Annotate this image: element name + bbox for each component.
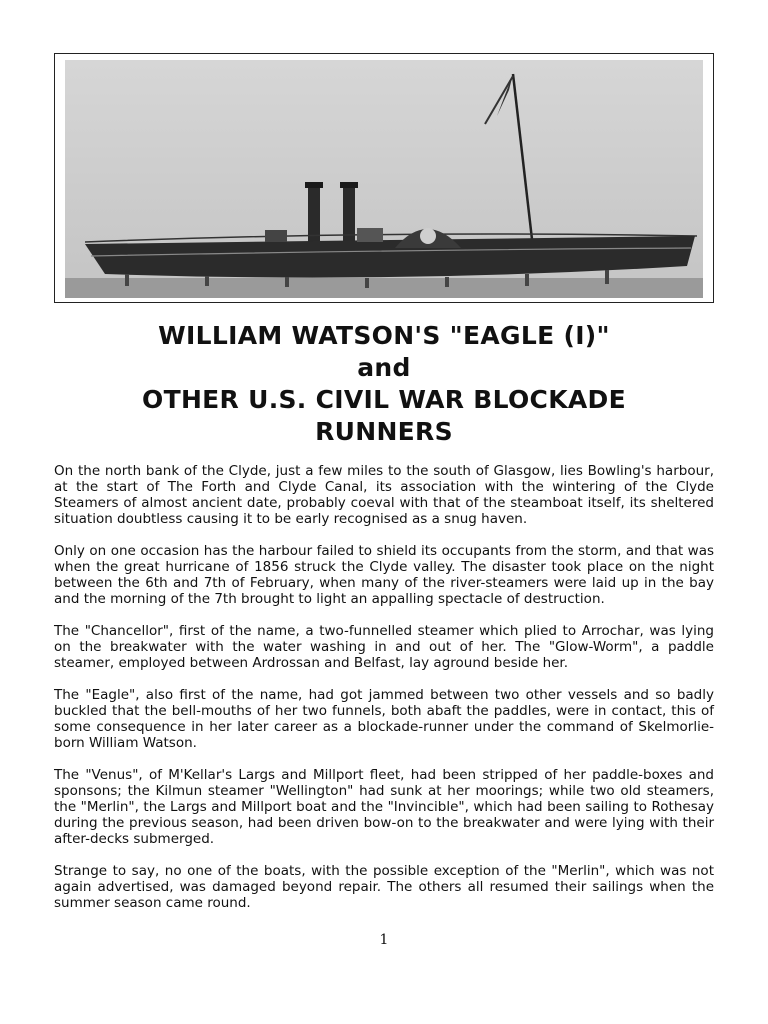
title-line-3: OTHER U.S. CIVIL WAR BLOCKADE bbox=[142, 385, 626, 414]
photo-frame bbox=[54, 53, 714, 303]
paragraph-1: On the north bank of the Clyde, just a few miles to the south of Glasgow, lies Bowling's harbour, at the start of The Forth and Clyde Canal, its association with the wintering of the Clyde Steamers of almost ancient date, probably coeval with that of the steamboat itself, its sheltered situation doubtless causing it to be early recognised as a snug haven. bbox=[54, 463, 714, 527]
title-line-2: and bbox=[357, 353, 411, 382]
paragraph-6: Strange to say, no one of the boats, with the possible exception of the "Merlin", which was not again advertised, was damaged beyond repair. The others all resumed their sailings when the summer season came round. bbox=[54, 863, 714, 911]
page-title bbox=[60, 320, 708, 448]
paragraph-4: The "Eagle", also first of the name, had got jammed between two other vessels and so badly buckled that the bell-mouths of her two funnels, both abaft the paddles, were in contact, this of some consequence in her later career as a blockade-runner under the command of Skelmorlie-born William Watson. bbox=[54, 687, 714, 751]
page-number: 1 bbox=[379, 932, 389, 948]
paragraph-3: The "Chancellor", first of the name, a two-funnelled steamer which plied to Arrochar, was lying on the breakwater with the water washing in and out of her. The "Glow-Worm", a paddle steamer, employed between Ardrossan and Belfast, lay aground beside her. bbox=[54, 623, 714, 671]
steamer-photo bbox=[65, 60, 703, 298]
article-body bbox=[54, 463, 714, 927]
title-line-1: WILLIAM WATSON'S "EAGLE (I)" bbox=[158, 321, 610, 350]
title-line-4: RUNNERS bbox=[315, 417, 453, 446]
paragraph-5: The "Venus", of M'Kellar's Largs and Millport fleet, had been stripped of her paddle-boxes and sponsons; the Kilmun steamer "Wellington" had sunk at her moorings; while two old steamers, the "Merlin", the Largs and Millport boat and the "Invincible", which had been sailing to Rothesay during the previous season, had been driven bow-on to the breakwater and were lying with their after-decks submerged. bbox=[54, 767, 714, 847]
steamer-illustration bbox=[65, 60, 703, 298]
paragraph-2: Only on one occasion has the harbour failed to shield its occupants from the storm, and that was when the great hurricane of 1856 struck the Clyde valley. The disaster took place on the night between the 6th and 7th of February, when many of the river-steamers were laid up in the bay and the morning of the 7th brought to light an appalling spectacle of destruction. bbox=[54, 543, 714, 607]
